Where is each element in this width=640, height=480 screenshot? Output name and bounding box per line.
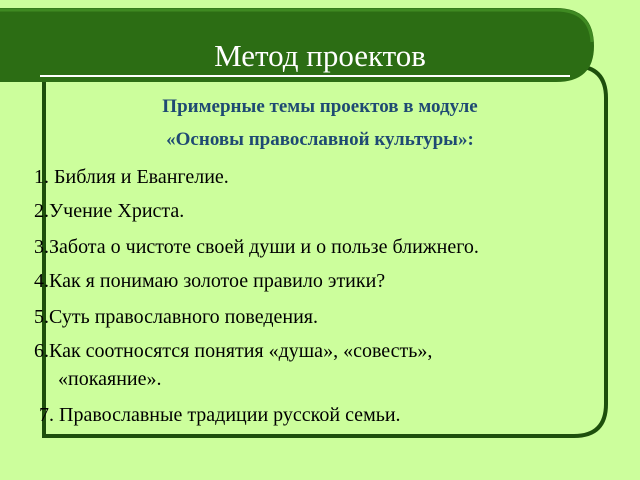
topic-item-6-continuation: «покаяние». (58, 368, 162, 390)
subtitle-line-2: «Основы православной культуры»: (166, 129, 474, 150)
topic-item-5: 5.Суть православного поведения. (34, 306, 318, 328)
topic-item-1: 1. Библия и Евангелие. (34, 166, 229, 188)
topic-item-3: 3.Забота о чистоте своей души и о пользе ближнего. (34, 236, 479, 258)
topic-item-4: 4.Как я понимаю золотое правило этики? (34, 270, 386, 292)
subtitle-line-1: Примерные темы проектов в модуле (162, 96, 478, 117)
topic-item-6: 6.Как соотносятся понятия «душа», «совесть», (34, 340, 433, 362)
topic-item-2: 2.Учение Христа. (34, 200, 185, 222)
slide-title: Метод проектов (214, 38, 426, 73)
topic-item-7: 7. Православные традиции русской семьи. (34, 404, 401, 426)
